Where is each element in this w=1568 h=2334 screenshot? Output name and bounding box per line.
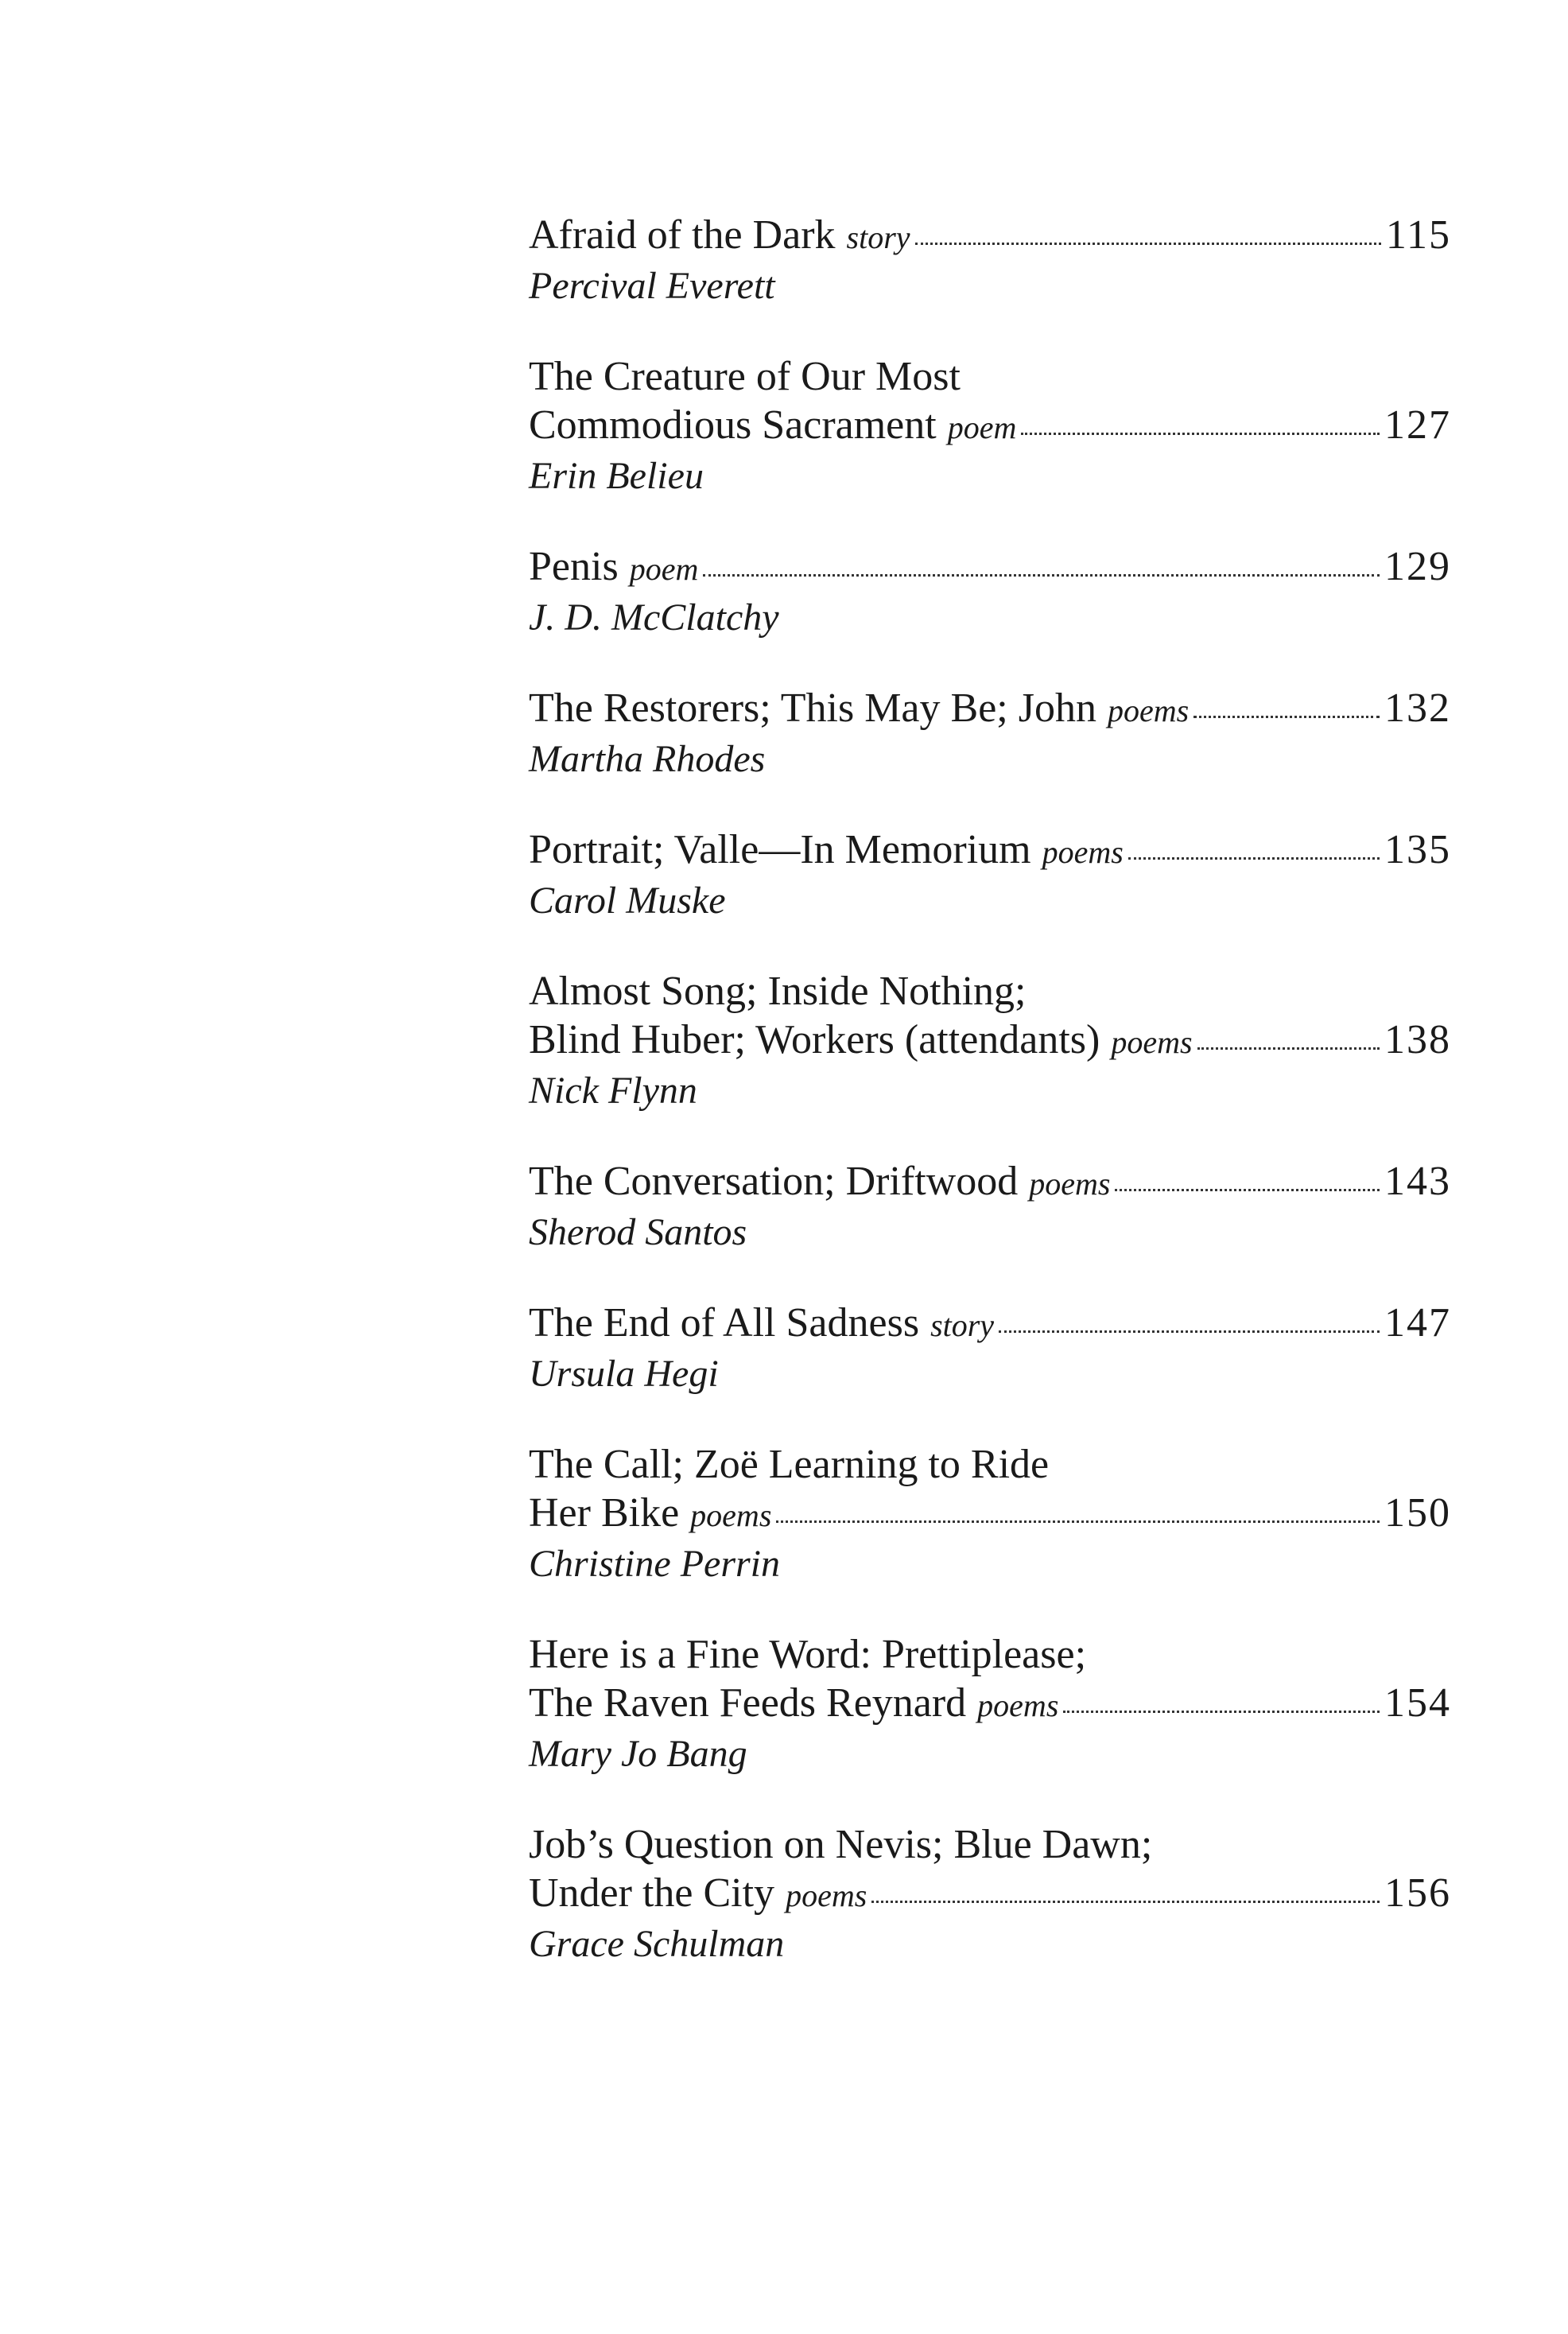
entry-author: Grace Schulman <box>529 1923 785 1965</box>
entry-title: Her Bike <box>529 1490 680 1536</box>
toc-entry <box>529 542 1451 643</box>
title-line <box>529 1679 1451 1730</box>
toc-entry <box>529 967 1451 1116</box>
dot-leader <box>915 243 1381 245</box>
dot-leader <box>999 1330 1380 1333</box>
entry-author: Ursula Hegi <box>529 1353 719 1395</box>
entry-title: Afraid of the Dark <box>529 212 836 258</box>
page-number: 127 <box>1384 402 1451 448</box>
dot-leader <box>1197 1047 1380 1050</box>
entry-title: The Restorers; This May Be; John <box>529 685 1096 731</box>
title-line <box>529 542 1451 593</box>
entry-title: Here is a Fine Word: Prettiplease; <box>529 1632 1087 1677</box>
page-number: 115 <box>1385 212 1451 258</box>
entry-author: Martha Rhodes <box>529 738 766 780</box>
entry-genre: poems <box>1107 693 1190 728</box>
toc-entry <box>529 211 1451 311</box>
page-number: 150 <box>1384 1490 1451 1536</box>
dot-leader <box>1193 716 1380 718</box>
entry-author: Percival Everett <box>529 265 775 307</box>
toc-entry <box>529 825 1451 926</box>
toc-entry <box>529 352 1451 501</box>
toc-entry <box>529 1157 1451 1257</box>
table-of-contents <box>529 211 1451 2010</box>
entry-genre: poems <box>1029 1166 1111 1202</box>
entry-title: Under the City <box>529 1870 775 1916</box>
toc-entry <box>529 1820 1451 1969</box>
entry-author: Carol Muske <box>529 880 726 922</box>
entry-author: J. D. McClatchy <box>529 596 779 639</box>
entry-author: Mary Jo Bang <box>529 1733 747 1775</box>
title-line <box>529 1489 1451 1540</box>
title-line <box>529 1016 1451 1066</box>
entry-title: Portrait; Valle—In Memorium <box>529 827 1031 872</box>
entry-title: Commodious Sacrament <box>529 402 937 448</box>
entry-title: Almost Song; Inside Nothing; <box>529 969 1027 1014</box>
page-number: 135 <box>1384 827 1451 872</box>
entry-genre: poems <box>977 1687 1059 1723</box>
entry-author: Christine Perrin <box>529 1543 781 1585</box>
title-line <box>529 1869 1451 1920</box>
dot-leader <box>871 1901 1380 1903</box>
entry-genre: story <box>930 1307 995 1343</box>
entry-genre: poems <box>786 1878 867 1913</box>
title-line <box>529 1299 1451 1350</box>
entry-title: Penis <box>529 544 619 589</box>
entry-genre: poem <box>629 551 699 587</box>
page-number: 147 <box>1384 1300 1451 1346</box>
entry-title: The Conversation; Driftwood <box>529 1159 1019 1204</box>
entry-title: Blind Huber; Workers (attendants) <box>529 1017 1100 1062</box>
dot-leader <box>703 574 1380 577</box>
entry-genre: poem <box>947 410 1017 445</box>
page-number: 138 <box>1384 1017 1451 1062</box>
toc-entry <box>529 1630 1451 1779</box>
entry-genre: poems <box>1111 1024 1193 1060</box>
entry-author: Sherod Santos <box>529 1211 747 1253</box>
entry-title: The End of All Sadness <box>529 1300 920 1346</box>
toc-entry <box>529 1440 1451 1589</box>
title-line <box>529 1157 1451 1208</box>
title-line <box>529 684 1451 735</box>
entry-title: Job’s Question on Nevis; Blue Dawn; <box>529 1822 1153 1867</box>
entry-title: The Raven Feeds Reynard <box>529 1680 967 1726</box>
entry-author: Nick Flynn <box>529 1070 697 1112</box>
dot-leader <box>1128 857 1380 860</box>
title-line <box>529 211 1451 262</box>
entry-author: Erin Belieu <box>529 455 704 497</box>
page-number: 143 <box>1384 1159 1451 1204</box>
entry-genre: story <box>846 219 910 255</box>
title-line <box>529 825 1451 876</box>
dot-leader <box>1063 1711 1380 1713</box>
toc-entry <box>529 684 1451 784</box>
entry-title: The Creature of Our Most <box>529 354 961 399</box>
page-number: 132 <box>1384 685 1451 731</box>
page-number: 156 <box>1384 1870 1451 1916</box>
page-number: 129 <box>1384 544 1451 589</box>
page-number: 154 <box>1384 1680 1451 1726</box>
entry-genre: poems <box>1042 834 1124 870</box>
toc-entry <box>529 1299 1451 1399</box>
entry-genre: poems <box>690 1497 772 1533</box>
dot-leader <box>1115 1189 1380 1191</box>
dot-leader <box>1021 433 1380 435</box>
dot-leader <box>776 1520 1380 1523</box>
title-line <box>529 401 1451 452</box>
entry-title: The Call; Zoë Learning to Ride <box>529 1442 1050 1487</box>
